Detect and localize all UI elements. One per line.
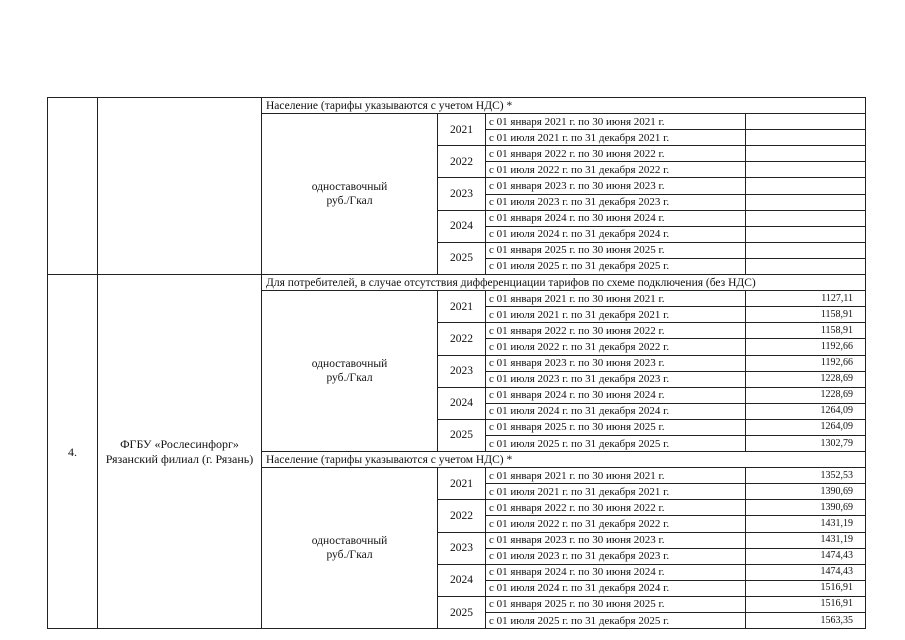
tariff-value-cell: 1474,43 [746,548,866,564]
tariff-value-cell [746,178,866,194]
tariff-value-cell: 1516,91 [746,596,866,612]
period-cell: с 01 июля 2023 г. по 31 декабря 2023 г. [486,194,746,210]
tariff-value-cell: 1192,66 [746,339,866,355]
year-cell: 2022 [438,500,486,532]
period-cell: с 01 июля 2024 г. по 31 декабря 2024 г. [486,403,746,419]
period-cell: с 01 июля 2022 г. по 31 декабря 2022 г. [486,162,746,178]
rate-unit-label: руб./Гкал [326,549,373,562]
tariff-value-cell [746,210,866,226]
year-cell: 2023 [438,355,486,387]
row-number: 4. [48,275,98,629]
organization-name [98,98,262,275]
rate-type-label: одноставочный [311,358,388,371]
rate-type-label: одноставочный [311,535,388,548]
tariff-value-cell: 1516,91 [746,580,866,596]
tariff-value-cell: 1474,43 [746,564,866,580]
tariff-table [47,97,866,629]
tariff-value-cell: 1192,66 [746,355,866,371]
tariff-value-cell [746,114,866,130]
tariff-value-cell [746,226,866,242]
rate-unit-label: руб./Гкал [326,372,373,385]
year-cell: 2024 [438,210,486,242]
tariff-value-cell: 1390,69 [746,484,866,500]
period-cell: с 01 января 2022 г. по 30 июня 2022 г. [486,323,746,339]
section-header: Население (тарифы указываются с учетом НДС) * [262,98,866,114]
period-cell: с 01 января 2023 г. по 30 июня 2023 г. [486,178,746,194]
period-cell: с 01 января 2025 г. по 30 июня 2025 г. [486,242,746,258]
period-cell: с 01 июля 2024 г. по 31 декабря 2024 г. [486,580,746,596]
period-cell: с 01 июля 2025 г. по 31 декабря 2025 г. [486,613,746,629]
period-cell: с 01 июля 2022 г. по 31 декабря 2022 г. [486,339,746,355]
tariff-value-cell: 1431,19 [746,516,866,532]
year-cell: 2023 [438,532,486,564]
tariff-value-cell [746,242,866,258]
tariff-value-cell [746,146,866,162]
year-cell: 2024 [438,387,486,419]
year-cell: 2021 [438,291,486,323]
year-cell: 2021 [438,114,486,146]
tariff-value-cell: 1158,91 [746,307,866,323]
period-cell: с 01 января 2024 г. по 30 июня 2024 г. [486,387,746,403]
tariff-value-cell: 1302,79 [746,435,866,451]
year-cell: 2022 [438,323,486,355]
period-cell: с 01 января 2021 г. по 30 июня 2021 г. [486,291,746,307]
row-number [48,98,98,275]
tariff-value-cell: 1228,69 [746,371,866,387]
rate-unit-label: руб./Гкал [326,195,373,208]
rate-type-label: одноставочный [311,181,388,194]
period-cell: с 01 января 2024 г. по 30 июня 2024 г. [486,210,746,226]
period-cell: с 01 января 2022 г. по 30 июня 2022 г. [486,500,746,516]
tariff-value-cell [746,130,866,146]
period-cell: с 01 июля 2021 г. по 31 декабря 2021 г. [486,307,746,323]
year-cell: 2025 [438,242,486,274]
tariff-value-cell [746,194,866,210]
year-cell: 2025 [438,419,486,451]
period-cell: с 01 января 2021 г. по 30 июня 2021 г. [486,468,746,484]
rate-type-cell [262,468,438,629]
section-header: Население (тарифы указываются с учетом НДС) * [262,452,866,468]
tariff-value-cell: 1563,35 [746,613,866,629]
rate-type-cell [262,291,438,452]
period-cell: с 01 января 2021 г. по 30 июня 2021 г. [486,114,746,130]
year-cell: 2024 [438,564,486,596]
period-cell: с 01 июля 2025 г. по 31 декабря 2025 г. [486,258,746,274]
year-cell: 2023 [438,178,486,210]
period-cell: с 01 января 2023 г. по 30 июня 2023 г. [486,355,746,371]
section-header-row [48,98,866,114]
tariff-value-cell: 1228,69 [746,387,866,403]
year-cell: 2021 [438,468,486,500]
tariff-value-cell: 1158,91 [746,323,866,339]
period-cell: с 01 января 2024 г. по 30 июня 2024 г. [486,564,746,580]
tariff-value-cell: 1264,09 [746,419,866,435]
period-cell: с 01 января 2022 г. по 30 июня 2022 г. [486,146,746,162]
period-cell: с 01 июля 2023 г. по 31 декабря 2023 г. [486,371,746,387]
tariff-value-cell: 1431,19 [746,532,866,548]
period-cell: с 01 июля 2023 г. по 31 декабря 2023 г. [486,548,746,564]
year-cell: 2022 [438,146,486,178]
period-cell: с 01 июля 2021 г. по 31 декабря 2021 г. [486,484,746,500]
tariff-value-cell: 1127,11 [746,291,866,307]
tariff-value-cell: 1390,69 [746,500,866,516]
tariff-table-body [48,98,866,629]
rate-type-cell [262,114,438,275]
organization-name: ФГБУ «Рослесинфорг» Рязанский филиал (г. Рязань) [98,275,262,629]
period-cell: с 01 июля 2025 г. по 31 декабря 2025 г. [486,435,746,451]
tariff-value-cell: 1352,53 [746,468,866,484]
year-cell: 2025 [438,596,486,628]
period-cell: с 01 июля 2024 г. по 31 декабря 2024 г. [486,226,746,242]
tariff-value-cell [746,162,866,178]
section-header-row [48,275,866,291]
period-cell: с 01 января 2023 г. по 30 июня 2023 г. [486,532,746,548]
period-cell: с 01 июля 2021 г. по 31 декабря 2021 г. [486,130,746,146]
period-cell: с 01 июля 2022 г. по 31 декабря 2022 г. [486,516,746,532]
period-cell: с 01 января 2025 г. по 30 июня 2025 г. [486,419,746,435]
tariff-value-cell: 1264,09 [746,403,866,419]
tariff-value-cell [746,258,866,274]
period-cell: с 01 января 2025 г. по 30 июня 2025 г. [486,596,746,612]
section-header: Для потребителей, в случае отсутствия дифференциации тарифов по схеме подключения (без НДС) [262,275,866,291]
